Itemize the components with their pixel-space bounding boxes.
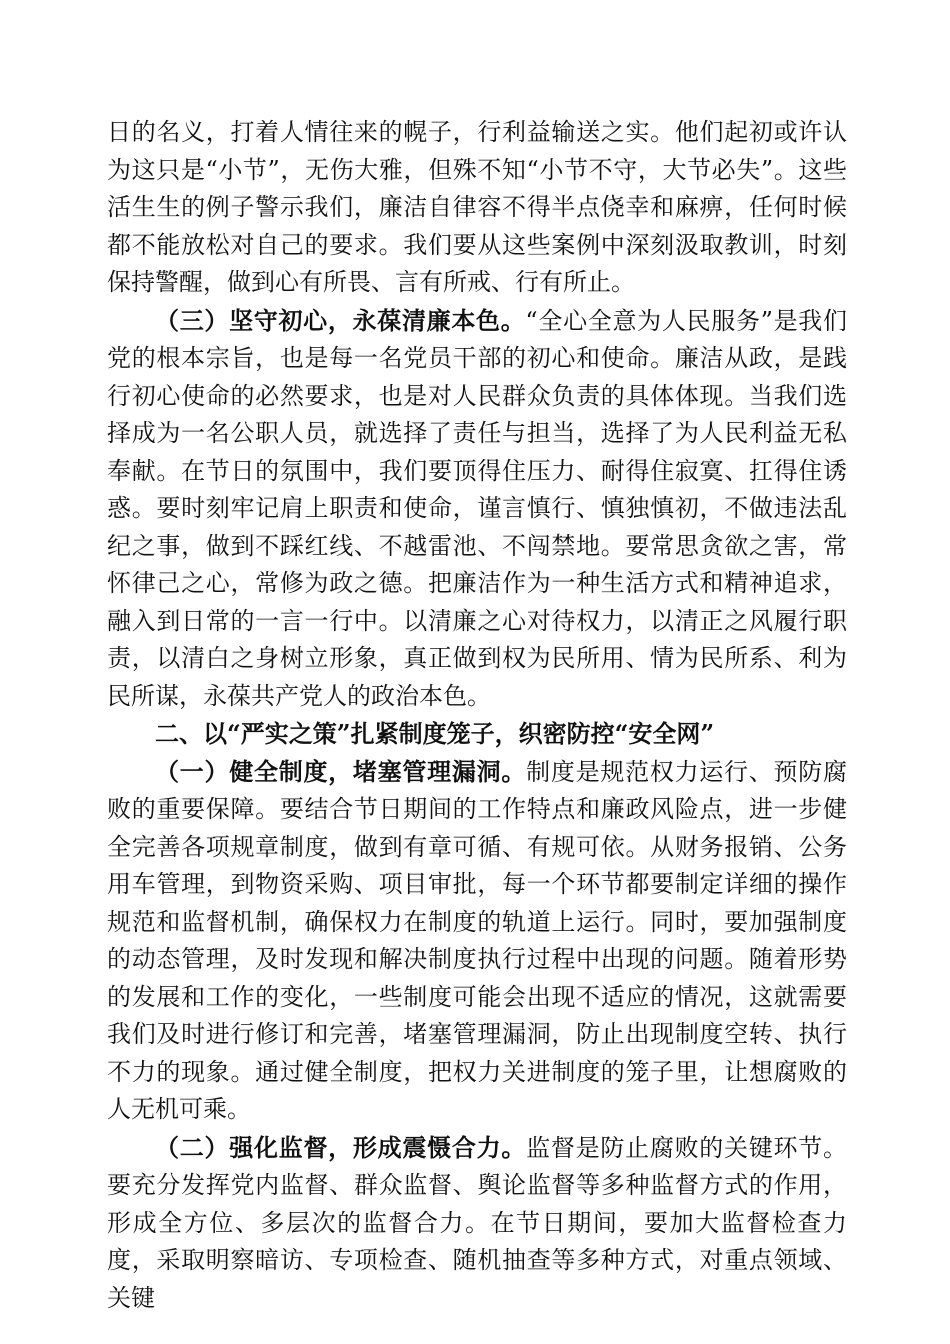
paragraph-san [107,302,847,716]
paragraph-body: 监督是防止腐败的关键环节。要充分发挥党内监督、群众监督、舆论监督等多种监督方式的作用，形成全方位、多层次的监督合力。在节日期间，要加大监督检查力度，采取明察暗访、专项检查、随机抽查等多种方式，对重点领域、关键 [107,1133,848,1312]
paragraph-body: 制度是规范权力运行、预防腐败的重要保障。要结合节日期间的工作特点和廉政风险点，进一步健全完善各项规章制度，做到有章可循、有规可依。从财务报销、公务用车管理，到物资采购、项目审批，每一个环节都要制定详细的操作规范和监督机制，确保权力在制度的轨道上运行。同时，要加强制度的动态管理，及时发现和解决制度执行过程中出现的问题。随着形势的发展和工作的变化，一些制度可能会出现不适应的情况，这就需要我们及时进行修订和完善，堵塞管理漏洞，防止出现制度空转、执行不力的现象。通过健全制度，把权力关进制度的笼子里，让想腐败的人无机可乘。 [107,757,848,1123]
paragraph-body: 日的名义，打着人情往来的幌子，行利益输送之实。他们起初或许认为这只是“小节”，无伤大雅，但殊不知“小节不守，大节必失”。这些活生生的例子警示我们，廉洁自律容不得半点侥幸和麻痹，任何时候都不能放松对自己的要求。我们要从这些案例中深刻汲取教训，时刻保持警醒，做到心有所畏、言有所戒、行有所止。 [107,118,847,296]
paragraph-lead: （二）强化监督，形成震慑合力。 [155,1132,527,1162]
paragraph-lead: （一）健全制度，堵塞管理漏洞。 [155,756,527,786]
paragraph-yi [107,753,847,1129]
paragraph-er [107,1129,847,1318]
document-page [107,114,847,1317]
paragraph-continuation [107,114,847,302]
section-heading: 二、以“严实之策”扎紧制度笼子，织密防控“安全网” [155,719,715,748]
paragraph-lead: （三）坚守初心，永葆清廉本色。 [155,305,526,335]
paragraph-body: “全心全意为人民服务”是我们党的根本宗旨，也是每一名党员干部的初心和使命。廉洁从政，是践行初心使命的必然要求，也是对人民群众负责的具体体现。当我们选择成为一名公职人员，就选择了责任与担当，选择了为人民利益无私奉献。在节日的氛围中，我们要顶得住压力、耐得住寂寞、扛得住诱惑。要时刻牢记肩上职责和使命，谨言慎行、慎独慎初，不做违法乱纪之事，做到不踩红线、不越雷池、不闯禁地。要常思贪欲之害，常怀律己之心，常修为政之德。把廉洁作为一种生活方式和精神追求，融入到日常的一言一行中。以清廉之心对待权力，以清正之风履行职责，以清白之身树立形象，真正做到权为民所用、情为民所系、利为民所谋，永葆共产党人的政治本色。 [107,306,847,710]
